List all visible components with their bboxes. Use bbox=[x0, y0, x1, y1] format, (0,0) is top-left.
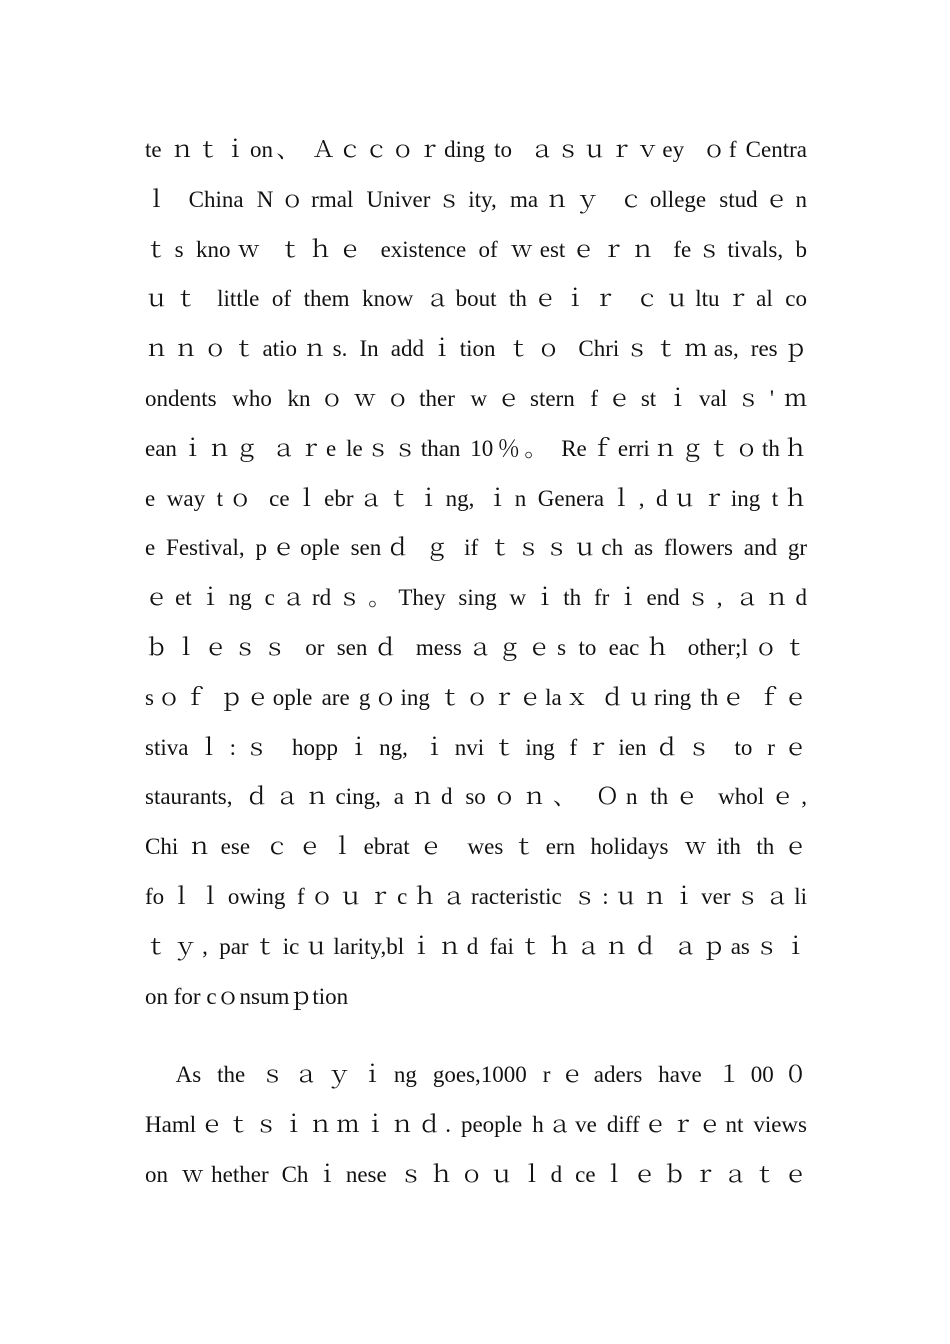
text-line: foｌｌowing fｏｕｒcｈａracteristic ｓ:ｕｎｉverｓａli bbox=[145, 883, 807, 909]
text-line: Chiｎese ｃｅｌebratｅ wesｔern holidays ｗith thｅ bbox=[145, 834, 807, 860]
text-line: ondents who knｏｗｏther wｅstern fｅstｉvalｓ'ｍ bbox=[145, 385, 807, 411]
text-line: ｔs knoｗ ｔｈｅ existence of ｗestｅｒｎ feｓtivals, b bbox=[145, 236, 807, 262]
text-line: on ｗhether Chｉnese ｓｈｏｕｌd ceｌｅｂｒａｔｅ bbox=[145, 1161, 807, 1187]
text-line: e way tｏ ceｌebrａｔｉng, ｉn Generaｌ, dｕｒing tｈ bbox=[145, 485, 807, 511]
text-line: eanｉｎｇ ａｒe leｓｓthan 10％。 Reｆerriｎｇｔｏthｈ bbox=[145, 435, 807, 461]
text-line: te ｎｔｉon、 Ａｃｃｏｒding to ａｓｕｒｖey ｏf Centra bbox=[145, 137, 807, 162]
text-line: ｌ China Nｏrmal Univerｓity, maｎｙ ｃollege studｅn bbox=[145, 186, 807, 212]
text-line: sｏｆ ｐｅople are gｏing ｔｏｒｅlaｘ ｄｕring thｅ ｆｅ bbox=[145, 684, 807, 710]
text-line: e Festival, pｅople senｄ ｇ if ｔｓｓｕch as flowers and gr bbox=[145, 535, 807, 561]
text-line: As the ｓａｙｉng goes,1000 rｅaders have １00０ bbox=[145, 1062, 807, 1087]
text-line: on for cｏnsumｐtion bbox=[145, 983, 349, 1009]
paragraph-2 bbox=[145, 1050, 807, 1199]
text-line: ｅetｉng cａrdｓ。They sing wｉth frｉendｓ, ａｎd bbox=[145, 585, 807, 611]
text-line: stivaｌ:ｓ hoppｉng, ｉnviｔing fｒienｄｓ to rｅ bbox=[145, 734, 807, 760]
text-line: ｎｎｏｔatioｎs. In addｉtion ｔｏ Chriｓｔｍas, resｐ bbox=[145, 336, 807, 362]
text-line: Hamlｅｔｓｉｎｍｉｎｄ. people hａve diffｅｒｅnt views bbox=[145, 1111, 807, 1137]
text-line: ｕｔ little of them know ａbout thｅｉｒ ｃｕltuｒal co bbox=[145, 286, 807, 312]
text-line: staurants, ｄａｎcing, aｎd soｏｎ、 Ｏn thｅ wholｅ, bbox=[145, 784, 807, 810]
paragraph-1 bbox=[145, 125, 807, 1021]
text-line: ｔｙ, parｔicｕlarity,blｉｎd faiｔｈａｎｄ ａｐasｓｉ bbox=[145, 933, 807, 959]
text-line: ｂｌｅｓｓ or senｄ messａｇｅs to eacｈ other;lｏｔ bbox=[145, 634, 807, 660]
